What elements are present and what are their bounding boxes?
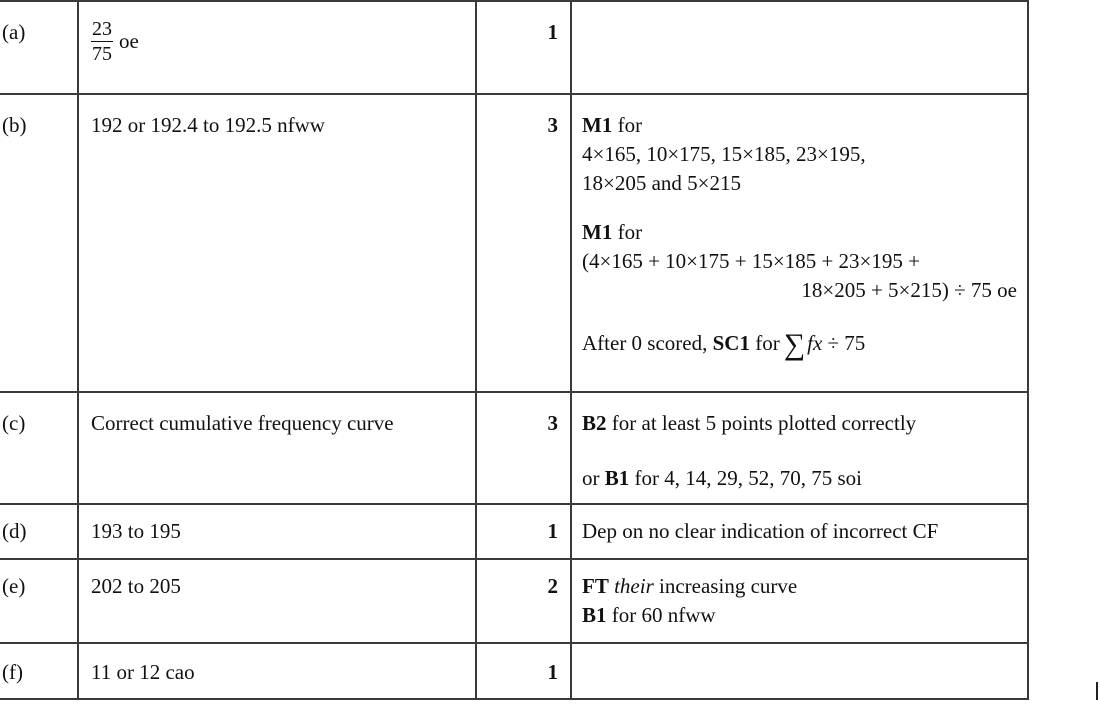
guidance-b1: [582, 601, 1027, 630]
marks-cell: 2: [476, 559, 571, 643]
table-row: [0, 559, 1028, 643]
guidance-text: for 4, 14, 29, 52, 70, 75 soi: [634, 466, 863, 490]
guidance-text: 4×165, 10×175, 15×185, 23×195,: [582, 142, 866, 166]
answer-cell: Correct cumulative frequency curve: [78, 392, 476, 504]
answer-cell: 192 or 192.4 to 192.5 nfww: [78, 94, 476, 392]
guidance-cell: [571, 94, 1028, 392]
marks-cell: 3: [476, 94, 571, 392]
table-row: [0, 504, 1028, 559]
mark-code: B2: [582, 411, 607, 435]
marks-cell: 1: [476, 1, 571, 94]
guidance-text: for: [617, 220, 643, 244]
part-label: (a): [0, 1, 78, 94]
guidance-text: 18×205 and 5×215: [582, 171, 742, 195]
guidance-m1-division: [582, 218, 1027, 305]
guidance-text: 18×205 + 5×215) ÷ 75 oe: [801, 278, 1017, 302]
guidance-m1-products: [582, 111, 1027, 198]
guidance-cell: [571, 559, 1028, 643]
guidance-text: for 60 nfww: [611, 603, 716, 627]
guidance-cell: [571, 643, 1028, 699]
mark-code: FT: [582, 574, 609, 598]
mark-code: B1: [604, 466, 630, 490]
fraction-denominator: 75: [92, 43, 112, 65]
guidance-text: After 0 scored,: [582, 331, 708, 355]
table-row: [0, 643, 1028, 699]
part-label: (d): [0, 504, 78, 559]
part-label: (f): [0, 643, 78, 699]
guidance-ft: [582, 572, 1027, 601]
guidance-cell: [571, 392, 1028, 504]
mark-code: M1: [582, 113, 613, 137]
guidance-text: increasing curve: [659, 574, 798, 598]
guidance-b1: [582, 464, 1027, 493]
part-label: (b): [0, 94, 78, 392]
guidance-b2: [582, 409, 1027, 438]
table-row: [0, 94, 1028, 392]
mark-code: B1: [582, 603, 607, 627]
fx-term: fx: [807, 331, 823, 355]
mark-code: SC1: [712, 331, 750, 355]
part-label: (c): [0, 392, 78, 504]
text-cursor: [1096, 682, 1098, 700]
answer-cell: 193 to 195: [78, 504, 476, 559]
marks-cell: 1: [476, 643, 571, 699]
guidance-text: ÷ 75: [827, 331, 866, 355]
guidance-text: or: [582, 466, 600, 490]
sigma-symbol: ∑: [783, 328, 806, 361]
answer-fraction: [91, 18, 113, 65]
guidance-cell: [571, 1, 1028, 94]
answer-cell: 11 or 12 cao: [78, 643, 476, 699]
guidance-text: for: [755, 331, 780, 355]
answer-cell: [78, 1, 476, 94]
guidance-italic: their: [614, 574, 654, 598]
table-row: [0, 392, 1028, 504]
guidance-text: (4×165 + 10×175 + 15×185 + 23×195 +: [582, 249, 920, 273]
part-label: (e): [0, 559, 78, 643]
marks-cell: 3: [476, 392, 571, 504]
answer-cell: 202 to 205: [78, 559, 476, 643]
answer-suffix: oe: [119, 29, 139, 53]
guidance-text: for at least 5 points plotted correctly: [611, 411, 917, 435]
marks-cell: 1: [476, 504, 571, 559]
guidance-sc1: [582, 325, 1027, 359]
table-row: [0, 1, 1028, 94]
guidance-cell: Dep on no clear indication of incorrect CF: [571, 504, 1028, 559]
guidance-text: for: [617, 113, 643, 137]
mark-code: M1: [582, 220, 613, 244]
fraction-numerator: 23: [92, 18, 112, 40]
